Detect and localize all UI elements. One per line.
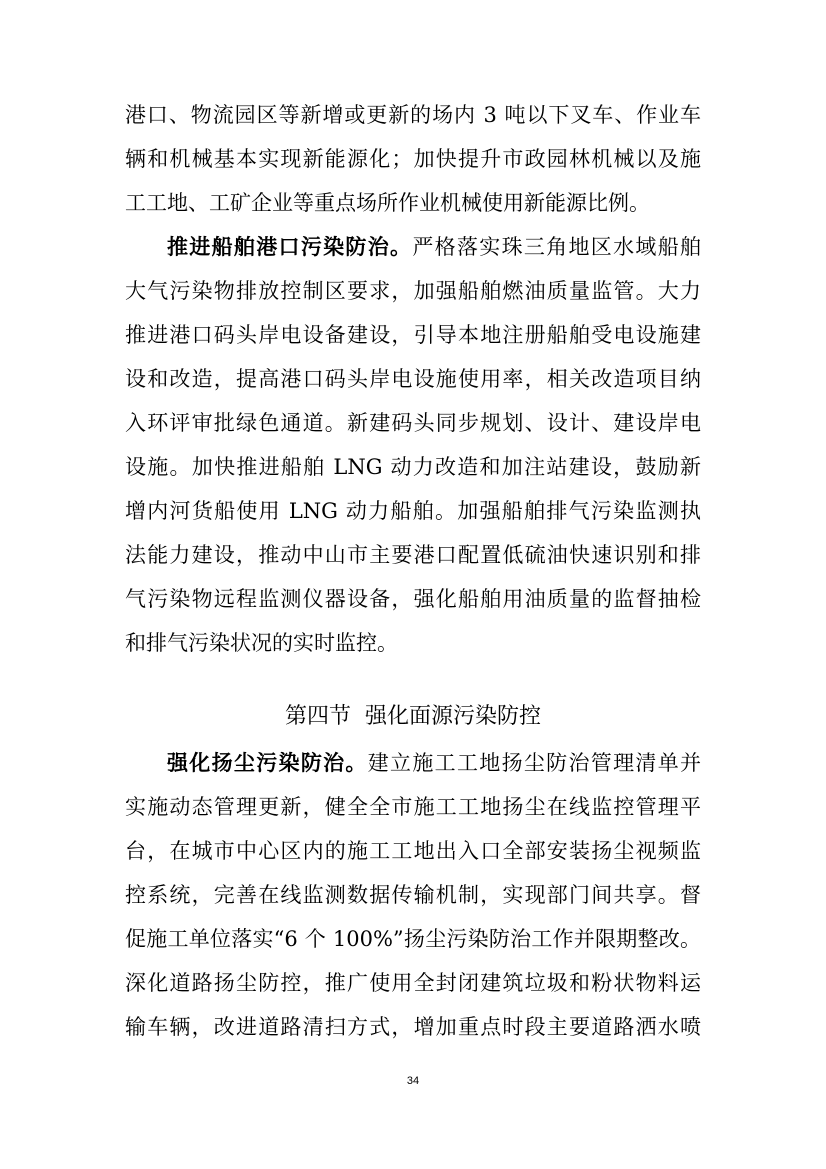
paragraph-3-line-7: 输车辆，改进道路清扫方式，增加重点时段主要道路洒水喷 — [125, 1015, 701, 1039]
paragraph-2-first-line-rest: 严格落实珠三角地区水域船舶 — [412, 235, 702, 259]
paragraph-2-lead: 推进船舶港口污染防治。 — [167, 234, 413, 259]
paragraph-1-line-1: 港口、物流园区等新增或更新的场内 3 吨以下叉车、作业车 — [125, 103, 701, 127]
paragraph-2-line-1 — [167, 232, 701, 262]
section-heading — [125, 702, 701, 732]
paragraph-2-line-8: 法能力建设，推动中山市主要港口配置低硫油快速识别和排 — [125, 543, 701, 567]
paragraph-3-line-4: 控系统，完善在线监测数据传输机制，实现部门间共享。督 — [125, 883, 701, 907]
paragraph-2-line-10: 和排气污染状况的实时监控。 — [125, 631, 398, 655]
page-number: 34 — [406, 1075, 420, 1087]
paragraph-2-line-5: 入环评审批绿色通道。新建码头同步规划、设计、建设岸电 — [125, 411, 701, 435]
paragraph-2-line-6: 设施。加快推进船舶 LNG 动力改造和加注站建设，鼓励新 — [125, 455, 701, 479]
section-title: 强化面源污染防控 — [365, 704, 542, 729]
paragraph-3-first-line-rest: 建立施工工地扬尘防治管理清单并 — [367, 751, 702, 775]
section-number: 第四节 — [284, 704, 351, 729]
paragraph-3-line-6: 深化道路扬尘防控，推广使用全封闭建筑垃圾和粉状物料运 — [125, 971, 701, 995]
paragraph-3-line-3: 台，在城市中心区内的施工工地出入口全部安装扬尘视频监 — [125, 839, 701, 863]
paragraph-1-line-3: 工工地、工矿企业等重点场所作业机械使用新能源比例。 — [125, 191, 650, 215]
paragraph-2-line-4: 设和改造，提高港口码头岸电设施使用率，相关改造项目纳 — [125, 367, 701, 391]
paragraph-2-line-2: 大气污染物排放控制区要求，加强船舶燃油质量监管。大力 — [125, 279, 701, 303]
paragraph-3-line-1 — [167, 748, 701, 778]
paragraph-2-line-9: 气污染物远程监测仪器设备，强化船舶用油质量的监督抽检 — [125, 587, 701, 611]
paragraph-1-line-2: 辆和机械基本实现新能源化；加快提升市政园林机械以及施 — [125, 147, 701, 171]
paragraph-2-line-7: 增内河货船使用 LNG 动力船舶。加强船舶排气污染监测执 — [125, 499, 701, 523]
paragraph-2-line-3: 推进港口码头岸电设备建设，引导本地注册船舶受电设施建 — [125, 323, 701, 347]
paragraph-3-line-5: 促施工单位落实“6 个 100%”扬尘污染防治工作并限期整改。 — [125, 927, 701, 951]
paragraph-3-lead: 强化扬尘污染防治。 — [167, 750, 368, 775]
paragraph-3-line-2: 实施动态管理更新，健全全市施工工地扬尘在线监控管理平 — [125, 795, 701, 819]
